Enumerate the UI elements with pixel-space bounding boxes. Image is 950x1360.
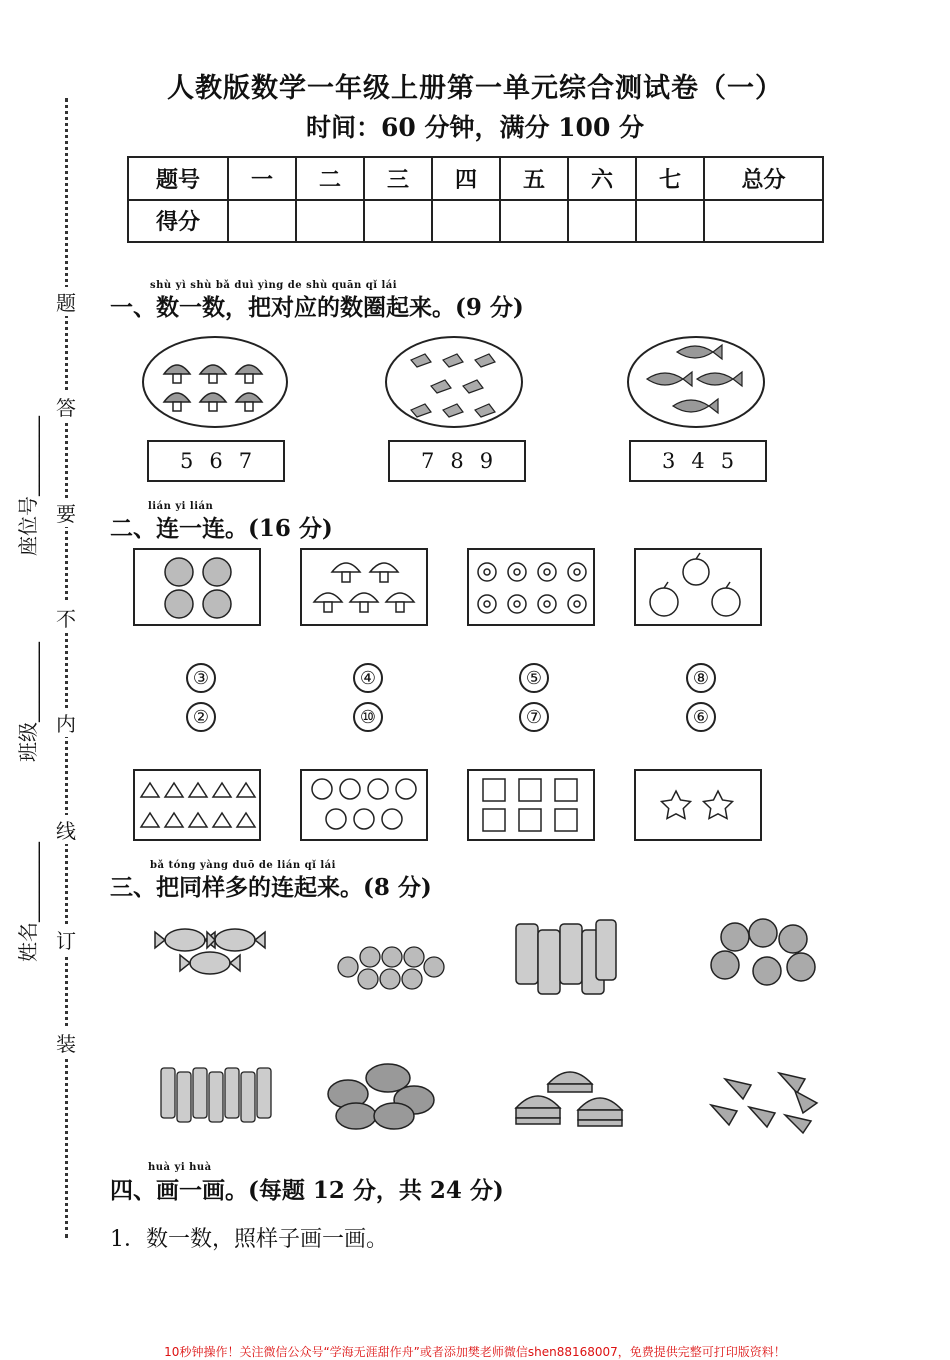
star-box-image bbox=[634, 769, 762, 841]
small-bottle-group-image bbox=[155, 1058, 275, 1124]
number-options-box bbox=[147, 440, 285, 482]
orange-box-image bbox=[133, 548, 261, 626]
score-table-score-row bbox=[128, 200, 823, 243]
score-cell: 六 bbox=[568, 157, 636, 200]
exam-time-info: 时间：60 分钟，满分 100 分 bbox=[305, 113, 645, 142]
binding-label: 不 bbox=[53, 603, 79, 632]
score-cell: 一 bbox=[228, 157, 296, 200]
score-input-cell[interactable] bbox=[228, 200, 296, 243]
score-input-cell[interactable] bbox=[296, 200, 364, 243]
question-1-text: 1．数一数，照样子画一画。 bbox=[110, 1227, 388, 1252]
score-input-cell[interactable] bbox=[636, 200, 704, 243]
score-input-cell[interactable] bbox=[500, 200, 568, 243]
score-table-header-row bbox=[128, 157, 823, 200]
binding-label: 要 bbox=[53, 498, 79, 527]
candy-group-image bbox=[150, 915, 275, 985]
binding-label: 订 bbox=[53, 925, 79, 954]
circled-number[interactable]: ⑤ bbox=[519, 663, 549, 693]
number-option[interactable]: 7 bbox=[420, 449, 435, 473]
circled-number[interactable]: ④ bbox=[353, 663, 383, 693]
small-apple-group-image bbox=[330, 935, 450, 995]
binding-dotted-line bbox=[65, 98, 68, 1238]
score-cell: 四 bbox=[432, 157, 500, 200]
flower-box-image bbox=[467, 548, 595, 626]
score-cell: 总分 bbox=[704, 157, 823, 200]
binding-label: 线 bbox=[53, 815, 79, 844]
score-input-cell[interactable] bbox=[432, 200, 500, 243]
number-option[interactable]: 8 bbox=[450, 449, 464, 473]
score-table bbox=[127, 156, 824, 243]
section1-pinyin: shù yì shù bǎ duì yìng de shù quān qǐ lái bbox=[150, 280, 398, 291]
number-options-box bbox=[629, 440, 767, 482]
score-cell: 五 bbox=[500, 157, 568, 200]
circled-number[interactable]: ⑧ bbox=[686, 663, 716, 693]
number-option[interactable]: 6 bbox=[209, 449, 223, 473]
circle-box-image bbox=[300, 769, 428, 841]
bread-group-image bbox=[320, 1060, 438, 1132]
student-seat-field[interactable]: 座位号________ bbox=[16, 416, 40, 556]
student-name-field[interactable]: 姓名________ bbox=[16, 842, 40, 962]
section4-title: 四、画一画。(每题 12 分，共 24 分) bbox=[110, 1177, 504, 1204]
binding-label: 装 bbox=[53, 1028, 79, 1057]
page-title: 人教版数学一年级上册第一单元综合测试卷（一） bbox=[167, 73, 783, 104]
binding-label: 答 bbox=[53, 392, 79, 421]
circled-number[interactable]: ② bbox=[186, 702, 216, 732]
fish-group-image bbox=[625, 334, 767, 430]
circled-number[interactable]: ⑩ bbox=[353, 702, 383, 732]
circled-number[interactable]: ⑥ bbox=[686, 702, 716, 732]
triangle-box-image bbox=[133, 769, 261, 841]
bottle-group-image bbox=[510, 910, 620, 998]
number-option[interactable]: 4 bbox=[691, 449, 705, 473]
number-option[interactable]: 7 bbox=[238, 449, 253, 473]
binding-label: 内 bbox=[53, 708, 79, 737]
number-option[interactable]: 5 bbox=[179, 449, 194, 473]
binding-label: 题 bbox=[53, 287, 79, 316]
mushroom-group-image bbox=[140, 334, 290, 430]
burger-group-image bbox=[510, 1062, 630, 1136]
section4-pinyin: huà yi huà bbox=[148, 1162, 212, 1173]
section2-title: 二、连一连。(16 分) bbox=[110, 515, 333, 542]
cake-slice-group-image bbox=[705, 1065, 825, 1135]
apple-box-image bbox=[634, 548, 762, 626]
student-class-field[interactable]: 班级________ bbox=[16, 642, 40, 762]
circled-number[interactable]: ③ bbox=[186, 663, 216, 693]
score-cell: 二 bbox=[296, 157, 364, 200]
bird-group-image bbox=[383, 334, 525, 430]
number-option[interactable]: 9 bbox=[479, 449, 494, 473]
promo-footer: 10秒钟操作！关注微信公众号“学海无涯甜作舟”或者添加樊老师微信shen88168007，免费提供完整可打印版资料！ bbox=[164, 1345, 786, 1359]
score-input-cell[interactable] bbox=[364, 200, 432, 243]
score-cell: 七 bbox=[636, 157, 704, 200]
number-option[interactable]: 5 bbox=[720, 449, 735, 473]
section3-title: 三、把同样多的连起来。(8 分) bbox=[110, 874, 432, 901]
section3-pinyin: bǎ tóng yàng duō de lián qǐ lái bbox=[150, 860, 336, 871]
section2-pinyin: lián yi lián bbox=[148, 501, 214, 512]
score-cell: 得分 bbox=[128, 200, 228, 243]
apple-group-image bbox=[705, 915, 825, 997]
square-box-image bbox=[467, 769, 595, 841]
number-options-box bbox=[388, 440, 526, 482]
score-input-cell[interactable] bbox=[568, 200, 636, 243]
score-cell: 三 bbox=[364, 157, 432, 200]
score-input-cell[interactable] bbox=[704, 200, 823, 243]
section1-title: 一、数一数，把对应的数圈起来。(9 分) bbox=[110, 294, 524, 321]
circled-number[interactable]: ⑦ bbox=[519, 702, 549, 732]
score-cell: 题号 bbox=[128, 157, 228, 200]
mushroom-box-image bbox=[300, 548, 428, 626]
number-option[interactable]: 3 bbox=[661, 449, 676, 473]
